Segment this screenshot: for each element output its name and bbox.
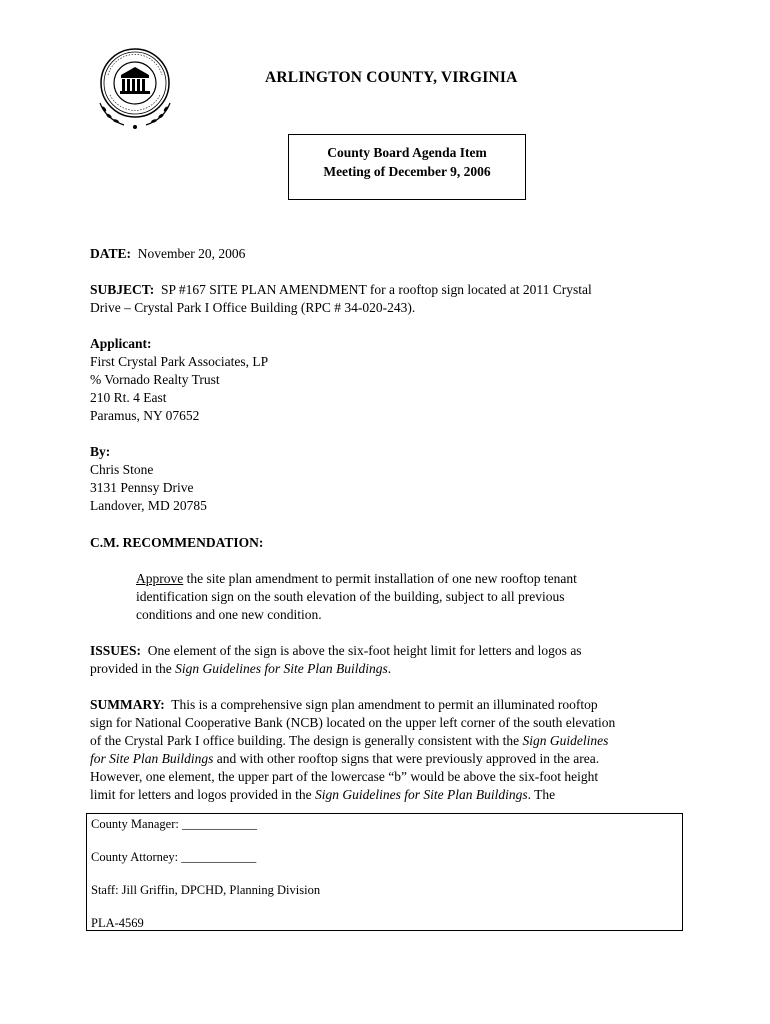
- sign-guidelines-ref: Sign Guidelines for Site Plan Buildings: [175, 661, 388, 676]
- sign-guidelines-ref: Sign Guidelines: [522, 733, 609, 748]
- subject-line-2: Drive – Crystal Park I Office Building (RPC # 34-020-243).: [90, 300, 416, 315]
- summary-line-2: sign for National Cooperative Bank (NCB) located on the upper left corner of the south elevation: [90, 715, 616, 730]
- summary-line-4: and with other rooftop signs that were previously approved in the area.: [213, 751, 600, 766]
- recommendation-label: [90, 534, 263, 552]
- meeting-date: Meeting of December 9, 2006: [323, 164, 491, 179]
- issues-line-1: One element of the sign is above the six-foot height limit for letters and logos as: [147, 643, 582, 658]
- issues-line-2: provided in the: [90, 661, 176, 676]
- approve-word: Approve: [136, 571, 184, 586]
- by-line: Landover, MD 20785: [90, 498, 207, 513]
- summary-section: [90, 696, 615, 804]
- agenda-item-title: County Board Agenda Item: [327, 145, 487, 160]
- subject-line-1: SP #167 SITE PLAN AMENDMENT for a rooftop sign located at 2011 Crystal: [161, 282, 592, 297]
- recommendation-text: [136, 570, 656, 624]
- sign-guidelines-ref: Sign Guidelines for Site Plan Buildings: [314, 787, 528, 802]
- agenda-item-box: [288, 134, 526, 200]
- recommendation-heading: C.M. RECOMMENDATION:: [90, 535, 264, 550]
- applicant-line: 210 Rt. 4 East: [90, 390, 167, 405]
- summary-line-6-end: . The: [527, 787, 556, 802]
- document-code: PLA-4569: [91, 916, 144, 930]
- issues-period: .: [387, 661, 392, 676]
- county-attorney-line: County Attorney: ____________: [91, 850, 257, 864]
- staff-line: Staff: Jill Griffin, DPCHD, Planning Division: [91, 883, 321, 897]
- date-line: [90, 245, 245, 263]
- by-line: Chris Stone: [90, 462, 154, 477]
- applicant-line: First Crystal Park Associates, LP: [90, 354, 269, 369]
- issues-label: ISSUES:: [90, 643, 142, 658]
- subject-section: [90, 281, 592, 317]
- applicant-section: [90, 335, 268, 425]
- applicant-label: Applicant:: [90, 336, 152, 351]
- summary-line-3: of the Crystal Park I office building. The design is generally consistent with the: [90, 733, 523, 748]
- date-label: DATE:: [90, 246, 132, 261]
- summary-line-5: However, one element, the upper part of the lowercase “b” would be above the six-foot height: [90, 769, 599, 784]
- sign-guidelines-ref: for Site Plan Buildings: [90, 751, 214, 766]
- recommendation-line-3: conditions and one new condition.: [136, 607, 322, 622]
- by-line: 3131 Pennsy Drive: [90, 480, 194, 495]
- county-title: ARLINGTON COUNTY, VIRGINIA: [265, 69, 518, 86]
- applicant-line: Paramus, NY 07652: [90, 408, 200, 423]
- issues-section: [90, 642, 582, 678]
- by-label: By:: [90, 444, 111, 459]
- by-section: [90, 443, 207, 515]
- summary-label: SUMMARY:: [90, 697, 165, 712]
- county-manager-line: County Manager: ____________: [91, 817, 257, 831]
- subject-label: SUBJECT:: [90, 282, 155, 297]
- date-value: November 20, 2006: [137, 246, 246, 261]
- applicant-line: % Vornado Realty Trust: [90, 372, 220, 387]
- county-seal-icon: [94, 45, 176, 133]
- summary-line-6: limit for letters and logos provided in the: [90, 787, 315, 802]
- recommendation-line-1: the site plan amendment to permit installation of one new rooftop tenant: [183, 571, 577, 586]
- recommendation-line-2: identification sign on the south elevation of the building, subject to all previous: [136, 589, 565, 604]
- summary-line-1: This is a comprehensive sign plan amendment to permit an illuminated rooftop: [171, 697, 598, 712]
- signature-box: [86, 813, 683, 931]
